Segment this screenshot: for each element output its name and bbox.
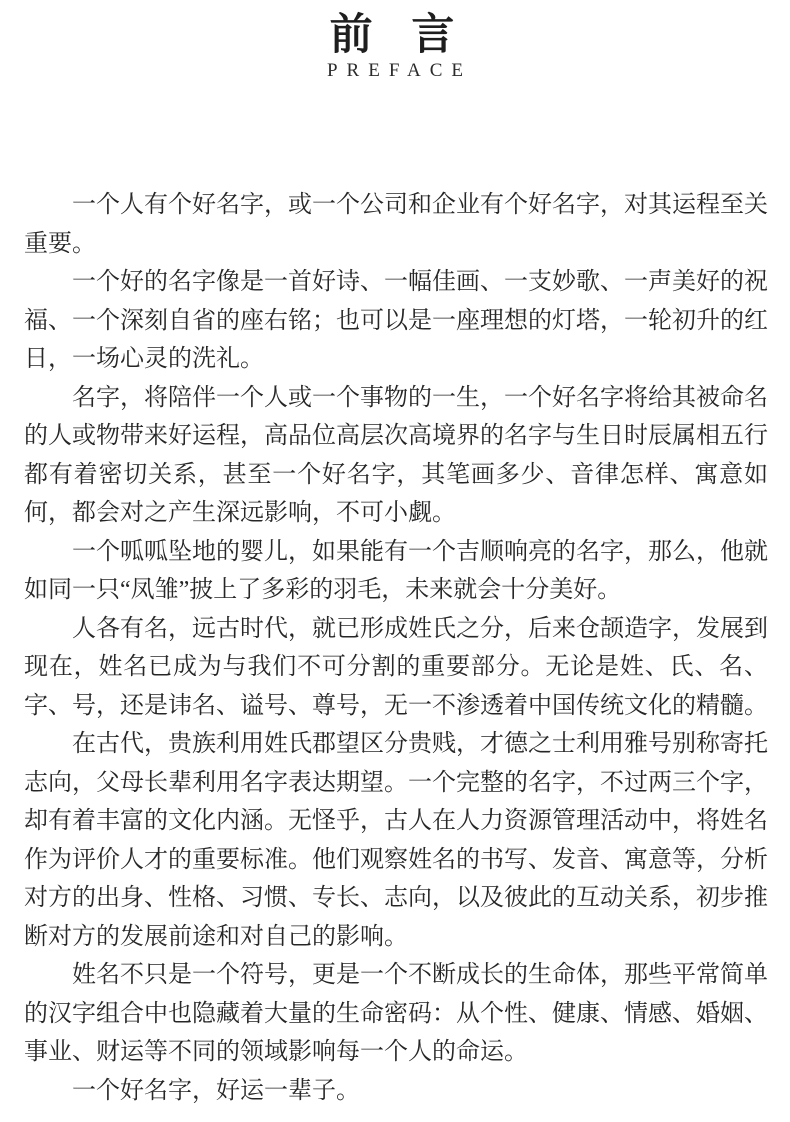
preface-paragraph-1: 一个人有个好名字，或一个公司和企业有个好名字，对其运程至关重要。	[24, 192, 768, 257]
preface-body	[24, 186, 768, 1110]
page-title: 前 言	[329, 12, 461, 59]
preface-paragraph-4: 一个呱呱坠地的婴儿，如果能有一个吉顺响亮的名字，那么，他就如同一只“凤雏”披上了多彩的羽毛，未来就会十分美好。	[24, 538, 768, 604]
preface-paragraph-3: 名字，将陪伴一个人或一个事物的一生，一个好名字将给其被命名的人或物带来好运程，高品位高层次高境界的名字与生日时辰属相五行都有着密切关系，甚至一个好名字，其笔画多少、音律怎样、寓意如何，都会对之产生深远影响，不可小觑。	[24, 384, 768, 527]
preface-paragraph-5: 人各有名，远古时代，就已形成姓氏之分，后来仓颉造字，发展到现在，姓名已成为与我们不可分割的重要部分。无论是姓、氏、名、字、号，还是讳名、谥号、尊号，无一不渗透着中国传统文化的精髓。	[24, 615, 768, 719]
preface-paragraph-7: 姓名不只是一个符号，更是一个不断成长的生命体，那些平常简单的汉字组合中也隐藏着大量的生命密码：从个性、健康、情感、婚姻、事业、财运等不同的领域影响每一个人的命运。	[24, 962, 768, 1066]
preface-paragraph-2: 一个好的名字像是一首好诗、一幅佳画、一支妙歌、一声美好的祝福、一个深刻自省的座右铭；也可以是一座理想的灯塔，一轮初升的红日，一场心灵的洗礼。	[24, 269, 768, 373]
page-subtitle: PREFACE	[326, 60, 472, 82]
preface-paragraph-8: 一个好名字，好运一辈子。	[72, 1077, 360, 1104]
preface-paragraph-6: 在古代，贵族利用姓氏郡望区分贵贱，才德之士利用雅号别称寄托志向，父母长辈利用名字表达期望。一个完整的名字，不过两三个字，却有着丰富的文化内涵。无怪乎，古人在人力资源管理活动中，将姓名作为评价人才的重要标准。他们观察姓名的书写、发音、寓意等，分析对方的出身、性格、习惯、专长、志向，以及彼此的互动关系，初步推断对方的发展前途和对自己的影响。	[24, 731, 768, 950]
title-block	[0, 0, 790, 82]
